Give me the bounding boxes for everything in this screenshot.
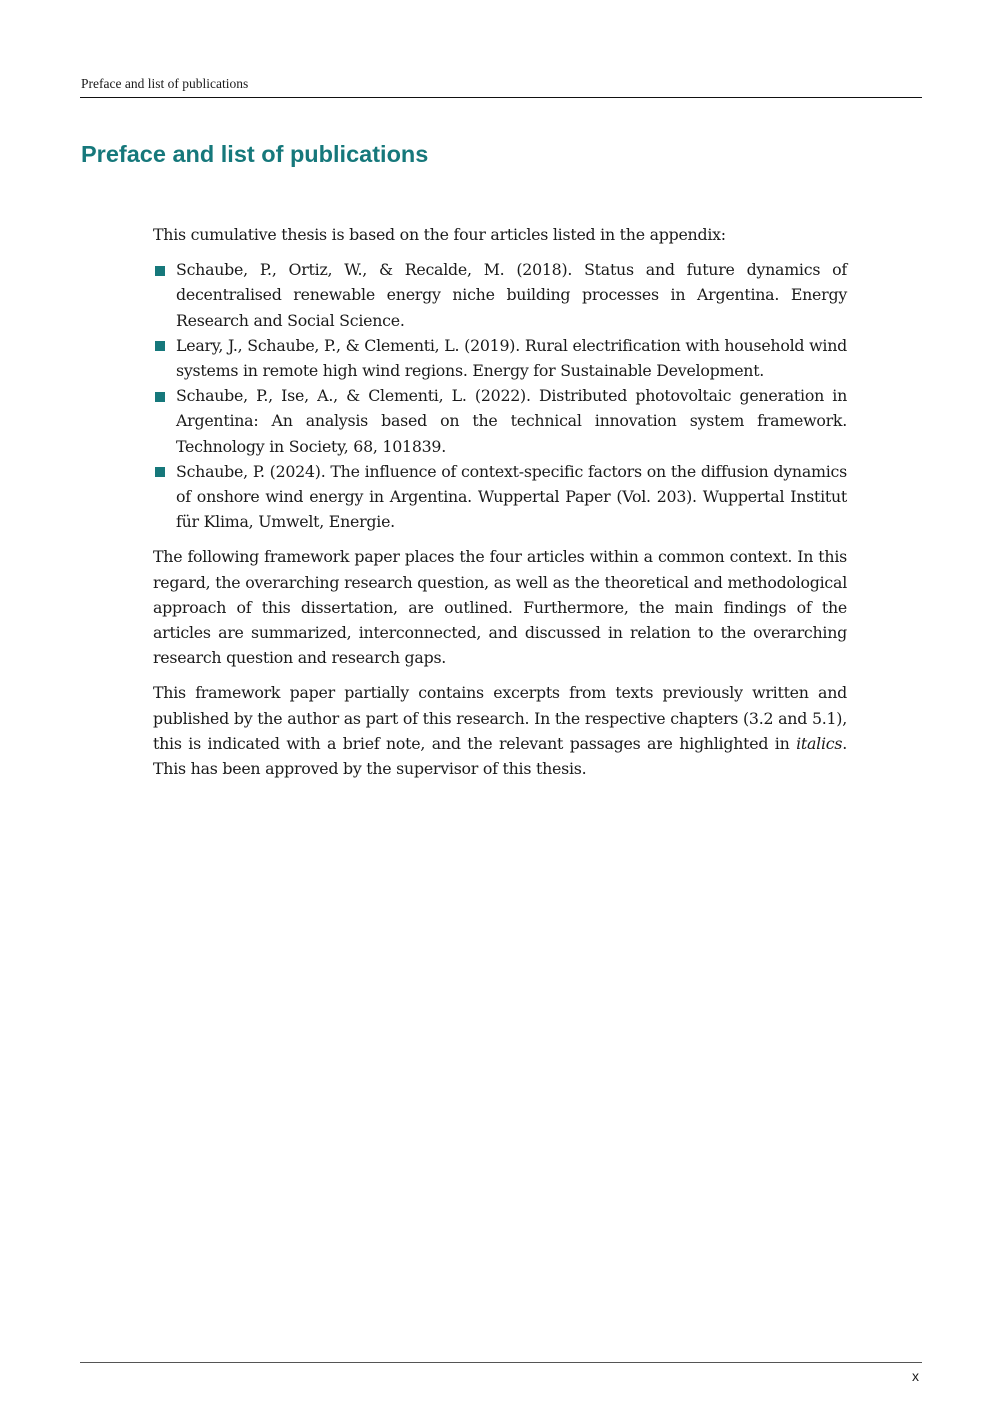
footer-rule (80, 1362, 922, 1363)
header-rule (80, 97, 922, 98)
square-bullet-icon (155, 266, 165, 276)
square-bullet-icon (155, 341, 165, 351)
intro-paragraph: This cumulative thesis is based on the four articles listed in the appendix: (153, 225, 726, 244)
body-text (153, 222, 847, 791)
list-item (153, 333, 847, 383)
publication-list (153, 257, 847, 534)
page-title: Preface and list of publications (81, 141, 429, 167)
list-item (153, 257, 847, 333)
list-item (153, 459, 847, 535)
italics-word: italics (796, 733, 843, 753)
square-bullet-icon (155, 392, 165, 402)
excerpts-paragraph (153, 680, 847, 781)
publication-citation: Schaube, P., Ortiz, W., & Recalde, M. (2018). Status and future dynamics of decentralised renewable energy niche building processes in Argentina. Energy Research and Social Science. (176, 260, 847, 330)
square-bullet-icon (155, 467, 165, 477)
framework-paragraph: The following framework paper places the four articles within a common context. In this regard, the overarching research question, as well as the theoretical and methodological approach of this dissertation, are outlined. Furthermore, the main findings of the articles are summarized, interconnected, and discussed in relation to the overarching research question and research gaps. (153, 547, 847, 668)
publication-citation: Leary, J., Schaube, P., & Clementi, L. (2019). Rural electrification with household wind systems in remote high wind regions. Energy for Sustainable Development. (176, 335, 847, 381)
running-header: Preface and list of publications (81, 76, 249, 91)
excerpts-text-end: . This has been approved by the supervisor of this thesis. (153, 733, 847, 779)
publication-citation: Schaube, P., Ise, A., & Clementi, L. (2022). Distributed photovoltaic generation in Argentina: An analysis based on the technical innovation system framework. Technology in Society, 68, 101839. (176, 386, 847, 456)
excerpts-text-start: This framework paper partially contains excerpts from texts previously written and published by the author as part of this research. In the respective chapters (3.2 and 5.1), this is indicated with a brief note, and the relevant passages are highlighted in (153, 683, 847, 753)
list-item (153, 383, 847, 459)
page-number: x (912, 1368, 919, 1384)
publication-citation: Schaube, P. (2024). The influence of context-specific factors on the diffusion dynamics of onshore wind energy in Argentina. Wuppertal Paper (Vol. 203). Wuppertal Institut für Klima, Umwelt, Energie. (176, 461, 847, 532)
